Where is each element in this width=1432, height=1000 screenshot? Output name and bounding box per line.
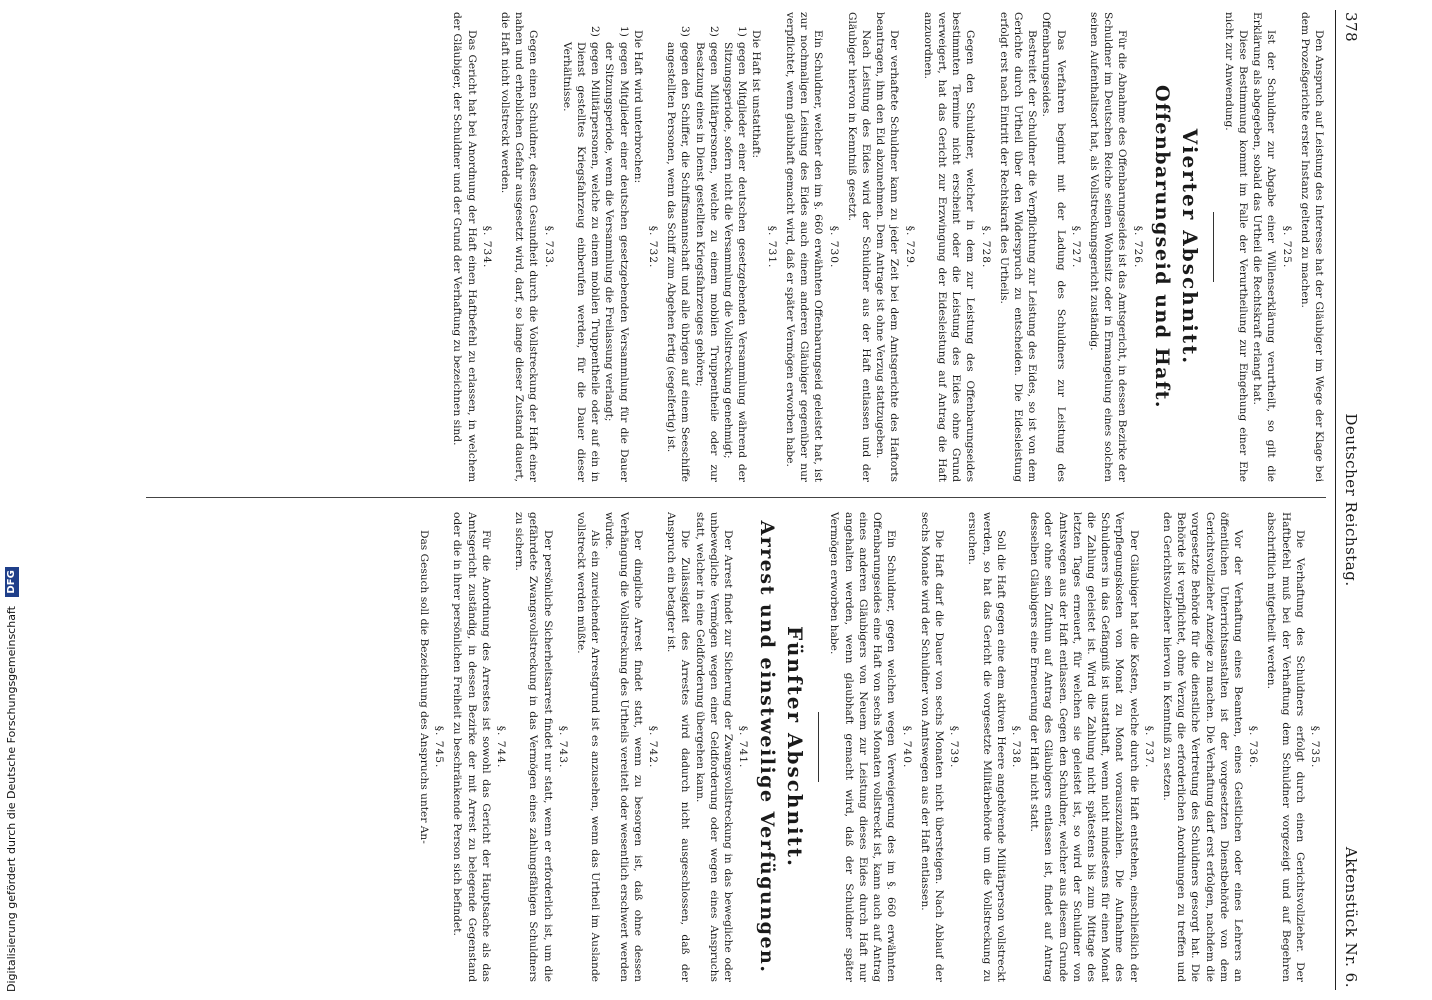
list-item [664,12,692,482]
header-rule [1335,10,1336,990]
credit-text: Digitalisierung gefördert durch die Deutsche Forschungsgemeinschaft [5,606,18,992]
list-item [692,12,720,482]
section-subheading: Arrest und einstweilige Verfügungen. [756,520,779,974]
paragraph: Das Gesuch soll die Bezeichnung des Anspruchs unter An- [418,530,431,844]
section-number: §. 732. [647,225,660,269]
paragraph: Die Haft darf die Dauer von sechs Monaten nicht übersteigen. Nach Ablauf der sechs Monate wird der Schuldner von Amtswegen aus der Haft entlassen. [918,512,945,982]
list-item-number: 1) [736,26,749,37]
list-item-text: gegen Mitglieder einer deutschen gesetzgebenden Versammlung für die Dauer der Sitzungsperiode, wenn die Versammlung die Freilassung verlangt; [603,42,630,482]
dfg-logo: DFG [5,567,19,596]
list-item-text: gegen Mitglieder einer deutschen gesetzgebenden Versammlung während der Sitzungsperiode, sofern nicht die Versammlung die Vollstreckung genehmigt; [722,42,749,482]
section-number: §. 733. [542,225,555,269]
section-number: §. 730. [827,225,840,269]
paragraph: Für die Anordnung des Arrestes ist sowohl das Gericht der Hauptsache als das Amtsgericht zuständig, in dessen Bezirke der mit Arrest zu belegende Gegenstand oder die in ihrer persönlichen Freiheit zu beschränkende Person sich befindet. [451,512,492,982]
paragraph: Der Arrest findet zur Sicherung der Zwangsvollstreckung in das bewegliche oder unbewegliche Vermögen wegen einer Geldforderung oder wegen eines Anspruchs statt, welcher in eine Geldforderung übergehen kann. [693,512,735,982]
section-number: §. 734. [480,225,493,269]
page-title: Deutscher Reichstag. [1342,413,1360,587]
document-number: Aktenstück Nr. 6. [1342,846,1360,988]
section-number: §. 725. [1280,225,1293,269]
paragraph: Für die Abnahme des Offenbarungseides ist das Amtsgericht, in dessen Bezirke der Schuldner im Deutschen Reiche seinen Wohnsitz oder in Ermangelung eines solchen seinen Aufenthaltsort hat, als Vollstreckungsgericht zuständig. [1087,12,1129,482]
section-heading: Fünfter Abschnitt. [783,625,808,869]
paragraph: Ist der Schuldner zur Abgabe einer Willenserklärung verurtheilt, so gilt die Erklärung als abgegeben, sobald das Urtheil die Rechtskraft erlangt hat. [1251,12,1278,482]
paragraph: Soll die Haft gegen eine dem aktiven Heere angehörende Militärperson vollstreckt werden, so hat das Gericht die vorgesetzte Militärbehörde um die Vollstreckung zu ersuchen. [966,512,1007,982]
list-item-number: 3) [679,26,692,37]
paragraph: Der dingliche Arrest findet statt, wenn zu besorgen ist, daß ohne dessen Verhängung die Vollstreckung des Urtheils vereitelt oder wesentlich erschwert werden würde. [603,512,644,982]
digitization-credit [2,8,22,992]
section-divider [818,712,819,782]
paragraph: Als ein zureichender Arrestgrund ist es anzusehen, wenn das Urtheil im Auslande vollstreckt werden müßte. [575,512,602,982]
list-item-text: gegen Militärpersonen, welche zu einem mobilen Truppentheile oder auf ein in Dienst gestelltes Kriegsfahrzeug einberufen werden, für die Dauer dieser Verhältnisse. [560,42,602,482]
paragraph: Das Verfahren beginnt mit der Ladung des Schuldners zur Leistung des Offenbarungseides. [1040,12,1067,482]
section-number: §. 742. [647,725,660,769]
list-item-text: gegen den Schiffer, die Schiffsmannschaft und alle übrigen auf einem Seeschiffe angestellten Personen, wenn das Schiff zum Abgehen fertig (segelfertig) ist. [665,42,692,482]
paragraph: Vor der Verhaftung eines Beamten, eines Geistlichen oder eines Lehrers an öffentlichen Unterrichtsanstalten ist der vorgesetzten Dienstbehörde von dem Gerichtsvollzieher Anzeige zu machen. Die Verhaftung darf erst erfolgen, nachdem die vorgesetzte Behörde für die dienstliche Vertretung des Schuldners gesorgt hat. Die Behörde ist verpflichtet, ohne Verzug die erforderlichen Anordnungen zu treffen und den Gerichtsvollzieher hiervon in Kenntniß zu setzen. [1160,512,1244,982]
list-item [721,12,749,482]
paragraph: Ein Schuldner, welcher den im §. 660 erwähnten Offenbarungseid geleistet hat, ist zur nochmaligen Leistung des Eides auch einem anderen Gläubiger gegenüber nur verpflichtet, wenn glaubhaft gemacht wird, daß er später Vermögen erworben habe. [783,12,825,482]
section-number: §. 726. [1131,225,1144,269]
paragraph: Diese Bestimmung kommt im Falle der Verurtheilung zur Eingehung einer Ehe nicht zur Anwendung. [1222,12,1249,482]
paragraph: Den Anspruch auf Leistung des Interesse hat der Gläubiger im Wege der Klage bei dem Prozeßgerichte erster Instanz geltend zu machen. [1298,12,1325,482]
paragraph: Gegen einen Schuldner, dessen Gesundheit durch die Vollstreckung der Haft einer nahen und erheblichen Gefahr ausgesetzt wird, darf, so lange dieser Zustand dauert, die Haft nicht vollstreckt werden. [499,12,540,482]
list-item [602,12,630,482]
section-number: §. 741. [737,725,750,769]
section-number: §. 740. [900,725,913,769]
paragraph: Der persönliche Sicherheitsarrest findet nur statt, wenn er erforderlich ist, um die gefährdete Zwangsvollstreckung in das Vermögen eines zahlungsfähigen Schuldners zu sichern. [513,512,554,982]
column-divider [146,497,1326,498]
list-item-number: 2) [589,26,602,37]
section-number: §. 738. [1009,725,1022,769]
right-column [417,512,1326,982]
paragraph: Die Verhaftung des Schuldners erfolgt durch einen Gerichtsvollzieher. Der Haftbefehl muß bei der Verhaftung dem Schuldner vorgezeigt und auf Begehren abschriftlich mitgetheilt werden. [1265,512,1306,982]
scanned-page [80,0,1370,1000]
paragraph: Das Gericht hat bei Anordnung der Haft einen Haftbefehl zu erlassen, in welchem der Gläubiger, der Schuldner und der Grund der Verhaftung zu bezeichnen sind. [451,12,478,482]
section-subheading: Offenbarungseid und Haft. [1150,84,1173,410]
paragraph: Bestreitet der Schuldner die Verpflichtung zur Leistung des Eides, so ist von dem Gerichte durch Urtheil über den Widerspruch zu entscheiden. Die Eidesleistung erfolgt erst nach Eintritt der Rechtskraft des Urtheils. [997,12,1039,482]
section-number: §. 729. [903,225,916,269]
paragraph: Der verhaftete Schuldner kann zu jeder Zeit bei dem Amtsgerichte des Haftorts beantragen, ihm den Eid abzunehmen. Dem Antrage ist ohne Verzug stattzugeben. [874,12,901,482]
section-number: §. 735. [1309,725,1321,769]
section-number: §. 728. [979,225,992,269]
section-number: §. 743. [556,725,569,769]
paragraph: Gegen den Schuldner, welcher in dem zur Leistung des Offenbarungseides bestimmten Termine nicht erscheint oder die Leistung des Eides ohne Grund verweigert, hat das Gericht zur Erzwingung der Eidesleistung auf Antrag die Haft anzuordnen. [921,12,977,482]
list-item [560,12,603,482]
section-number: §. 745. [433,725,446,769]
paragraph: Die Haft ist unstatthaft: [750,30,763,159]
paragraph: Der Gläubiger hat die Kosten, welche durch die Haft entstehen, einschließlich der Verpflegungskosten von Monat zu Monat vorauszuzahlen. Die Aufnahme des Schuldners in das Gefängniß ist unstatthaft, wenn nicht mindestens für einen Monat die Zahlung geleistet ist. Wird die Zahlung nicht spätestens bis zum Mittage des letzten Tages erneuert, für welchen sie geleistet ist, so wird der Schuldner von Amtswegen aus der Haft entlassen. Gegen den Schuldner, welcher aus diesem Grunde oder ohne sein Zuthun auf Antrag des Gläubigers entlassen ist, findet auf Antrag desselben Gläubigers eine Erneuerung der Haft nicht statt. [1028,512,1140,982]
list-item-number: 2) [707,26,720,37]
section-number: §. 731. [765,225,778,269]
section-number: §. 736. [1247,725,1260,769]
section-number: §. 727. [1069,225,1082,269]
running-header [1338,0,1360,1000]
left-column [450,12,1326,482]
section-heading: Vierter Abschnitt. [1177,128,1202,366]
paragraph: Ein Schuldner, gegen welchen wegen Verweigerung des im §. 660 erwähnten Offenbarungseides eine Haft von sechs Monaten vollstreckt ist, kann auch auf Antrag eines anderen Gläubigers von Neuem zur Leistung dieses Eides durch Haft nur angehalten werden, wenn glaubhaft gemacht wird, daß der Schuldner später Vermögen erworben habe. [828,512,898,982]
paragraph: Die Haft wird unterbrochen: [631,30,644,184]
list-item-number: 1) [617,26,630,37]
section-number: §. 737. [1142,725,1155,769]
section-number: §. 739. [948,725,961,769]
page-number: 378 [1342,12,1360,43]
paragraph: Nach Leistung des Eides wird der Schuldner aus der Haft entlassen und der Gläubiger hiervon in Kenntniß gesetzt. [845,12,872,482]
section-divider [1213,212,1214,282]
list-item-text: gegen Militärpersonen, welche zu einem mobilen Truppentheile oder zur Besatzung eines in Dienst gestellten Kriegsfahrzeuges gehören; [693,42,720,482]
section-number: §. 744. [495,725,508,769]
paragraph: Die Zulässigkeit des Arrestes wird dadurch nicht ausgeschlossen, daß der Anspruch ein betagter ist. [665,512,692,982]
